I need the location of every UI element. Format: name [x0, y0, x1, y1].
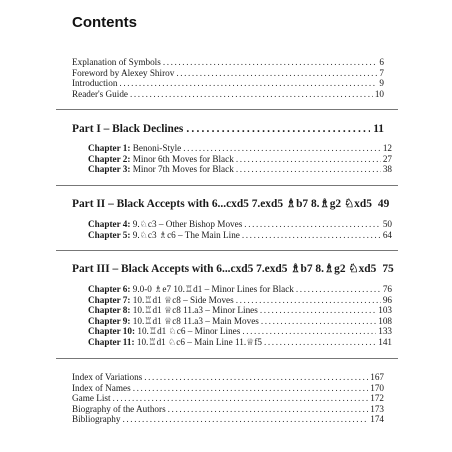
page-title: Contents — [72, 14, 137, 31]
toc-entry[interactable]: Game List ..... 172 — [72, 393, 384, 404]
toc-entry[interactable]: Biography of the Authors ..... 173 — [72, 404, 384, 415]
part-1-heading[interactable]: Part I – Black Declines ..... 11 — [72, 122, 384, 136]
front-matter-list — [72, 57, 384, 99]
toc-entry[interactable]: Index of Names ..... 170 — [72, 383, 384, 394]
toc-entry[interactable]: Reader's Guide ..... 10 — [72, 89, 384, 100]
chapter-entry[interactable]: Chapter 8: 10.♖d1 ♕c8 11.a3 – Minor Lines ..... 103 — [88, 305, 392, 316]
part-2-chapters — [80, 219, 392, 240]
toc-entry[interactable]: Explanation of Symbols ..... 6 — [72, 57, 384, 68]
divider — [56, 185, 398, 186]
chapter-entry[interactable]: Chapter 2: Minor 6th Moves for Black ..... 27 — [88, 154, 392, 165]
chapter-entry[interactable]: Chapter 5: 9.♘c3 ♗c6 – The Main Line ..... 64 — [88, 230, 392, 241]
back-matter-list — [72, 372, 384, 425]
divider — [56, 250, 398, 251]
toc-entry[interactable]: Bibliography ..... 174 — [72, 414, 384, 425]
chapter-entry[interactable]: Chapter 10: 10.♖d1 ♘c6 – Minor Lines ..... 133 — [88, 326, 392, 337]
toc-entry[interactable]: Introduction ..... 9 — [72, 78, 384, 89]
chapter-entry[interactable]: Chapter 1: Benoni-Style ..... 12 — [88, 143, 392, 154]
chapter-entry[interactable]: Chapter 3: Minor 7th Moves for Black ..... 38 — [88, 164, 392, 175]
chapter-entry[interactable]: Chapter 4: 9.♘c3 – Other Bishop Moves ..... 50 — [88, 219, 392, 230]
part-2-heading[interactable]: Part II – Black Accepts with 6...cxd5 7.exd5 ♗b7 8.♗g2 ♘xd5 49 — [72, 198, 390, 210]
toc-entry[interactable]: Foreword by Alexey Shirov ..... 7 — [72, 68, 384, 79]
divider — [56, 109, 398, 110]
chapter-entry[interactable]: Chapter 9: 10.♖d1 ♕c8 11.a3 – Main Moves ..... 108 — [88, 316, 392, 327]
part-3-heading[interactable]: Part III – Black Accepts with 6...cxd5 7.exd5 ♗b7 8.♗g2 ♘xd5 75 — [72, 263, 394, 275]
part-3-chapters — [80, 284, 392, 348]
chapter-entry[interactable]: Chapter 6: 9.0-0 ♗e7 10.♖d1 – Minor Lines for Black ..... 76 — [88, 284, 392, 295]
chapter-entry[interactable]: Chapter 7: 10.♖d1 ♕c8 – Side Moves ..... 96 — [88, 295, 392, 306]
divider — [56, 358, 398, 359]
toc-entry[interactable]: Index of Variations ..... 167 — [72, 372, 384, 383]
chapter-entry[interactable]: Chapter 11: 10.♖d1 ♘c6 – Main Line 11.♕f5 ..... 141 — [88, 337, 392, 348]
part-1-chapters — [80, 143, 392, 175]
